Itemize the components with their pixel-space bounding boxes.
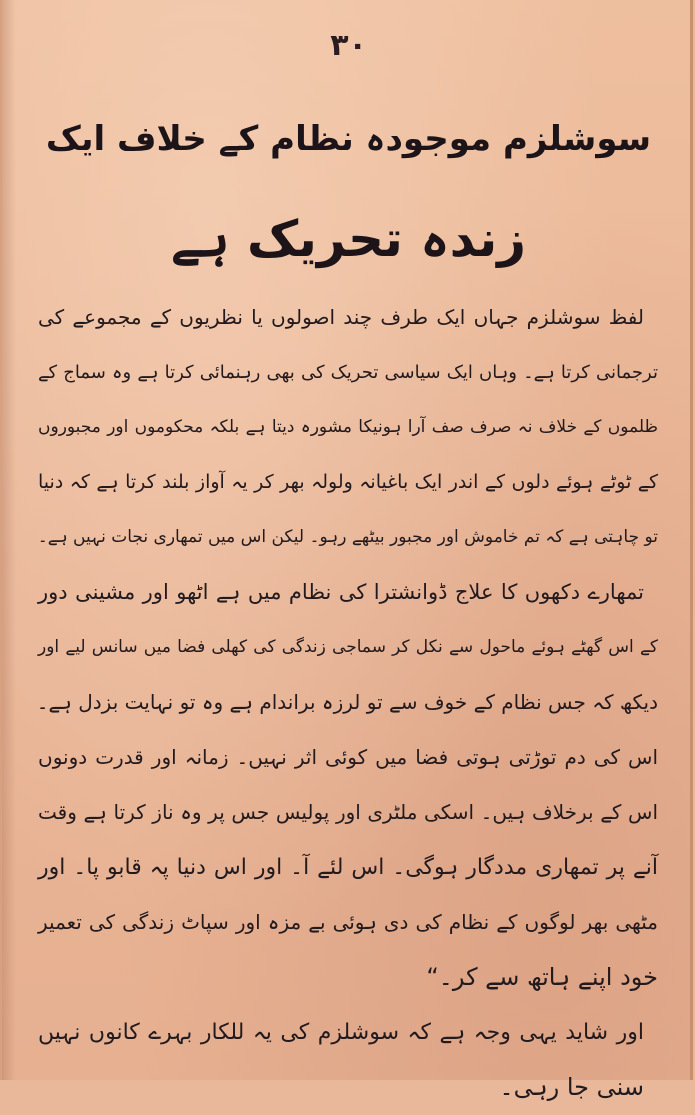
text-line: کے اس گھٹے ہوئے ماحول سے نکل کر سماجی زندگی کی کھلی فضا میں سانس لیے اور	[38, 637, 658, 657]
text-line: تو چاہتی ہے کہ تم خاموش اور مجبور بیٹھے رہو۔ لیکن اس میں تمھاری نجات نہیں ہے۔	[37, 527, 658, 547]
text-line: مٹھی بھر لوگوں کے نظام کی دی ہوئی بے مزہ اور سپاٹ زندگی کی تعمیر	[38, 910, 658, 934]
chapter-title-line-2: زندہ تحریک ہے	[170, 210, 527, 268]
text-line: ظلموں کے خلاف نہ صرف صف آرا ہونیکا مشورہ دیتا ہے بلکہ محکوموں اور مجبوروں	[38, 417, 658, 437]
text-line: اور شاید یہی وجہ ہے کہ سوشلزم کی یہ للکار بہرے کانوں نہیں	[38, 1020, 644, 1045]
body-paragraphs	[38, 290, 658, 1115]
text-line: اس کی دم توڑتی ہوتی فضا میں کوئی اثر نہیں۔ زمانہ اور قدرت دونوں	[38, 745, 658, 769]
text-line: اس کے برخلاف ہیں۔ اسکی ملٹری اور پولیس جس پر وہ ناز کرتا ہے وقت	[38, 800, 658, 824]
text-line: ترجمانی کرتا ہے۔ وہاں ایک سیاسی تحریک کی بھی رہنمائی کرتا ہے وہ سماج کے	[38, 362, 658, 383]
text-line: کے ٹوٹے ہوئے دلوں کے اندر ایک باغیانہ ولولہ بھر کر یہ آواز بلند کرتا ہے کہ دنیا	[38, 471, 658, 493]
text-line: خود اپنے ہاتھ سے کر۔“	[426, 963, 658, 991]
text-line: سنی جا رہی۔	[499, 1073, 644, 1101]
text-line: تمھارے دکھوں کا علاج ڈوانشترا کی نظام میں ہے اٹھو اور مشینی دور	[38, 580, 644, 604]
page-number: ۳۰	[330, 28, 367, 63]
text-line: آنے پر تمھاری مددگار ہوگی۔ اس لئے آ۔ اور اس دنیا پہ قابو پا۔ اور	[38, 855, 658, 880]
chapter-title-line-1: سوشلزم موجودہ نظام کے خلاف ایک	[45, 119, 652, 159]
text-line: دیکھ کہ جس نظام کے خوف سے تو لرزہ براندام ہے وہ تو نہایت بزدل ہے۔	[36, 690, 658, 714]
text-line: لفظ سوشلزم جہاں ایک طرف چند اصولوں یا نظریوں کے مجموعے کی	[38, 305, 644, 329]
page-edge-shadow	[2, 0, 16, 1080]
